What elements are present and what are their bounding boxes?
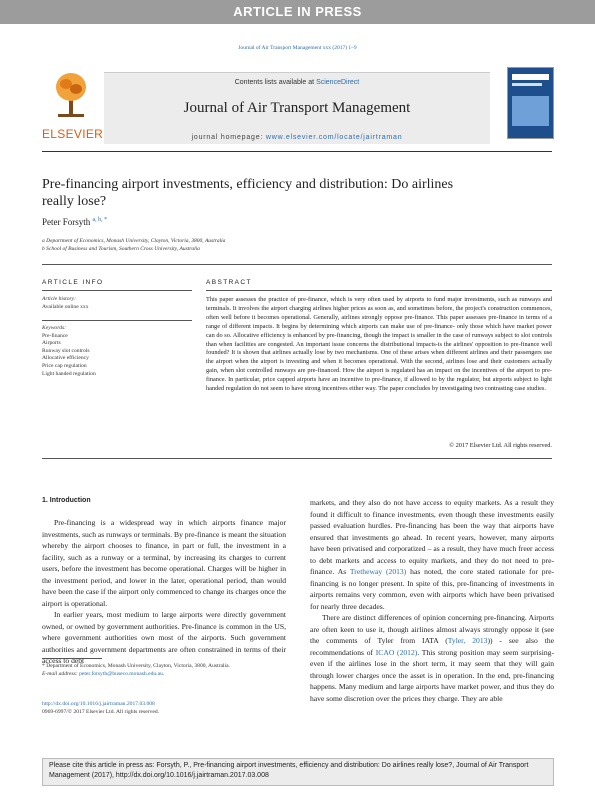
author-name: Peter Forsyth [42, 217, 91, 227]
journal-cover-image[interactable] [507, 67, 554, 139]
reference-link[interactable]: Tretheway (2013) [349, 567, 407, 576]
keywords-label: Keywords: [42, 325, 67, 331]
email-line: E-mail address: peter.forsyth@buseco.monash.edu.au. [42, 671, 165, 677]
abstract-copyright: © 2017 Elsevier Ltd. All rights reserved. [449, 442, 552, 449]
article-history [42, 296, 89, 311]
doi-link[interactable]: http://dx.doi.org/10.1016/j.jairtraman.2017.03.008 [42, 701, 155, 707]
affiliation-a: a Department of Economics, Monash University, Clayton, Victoria, 3800, Australia [42, 238, 226, 244]
homepage-prefix: journal homepage: [191, 134, 266, 141]
abstract-text: This paper assesses the practice of pre-finance, which is very often used by airports to fund major investments, such as runways and terminals. It involves the airport charging airlines higher prices as soon as, and sometimes before, the project's construction commences, often well before it becomes operational. Generally, airlines strongly oppose pre-finance. This paper assesses pre-finance in terms of a range of different impacts. It begins by determining which airports can make use of pre-finance- only those which have market power can do so. Allocative efficiency is enhanced by pre-financing, though the impact is smaller in the case of runways subject to slot controls than when facilities are congested. An important issue concerns the distributional impacts-is the airlines' opposition to pre-finance well founded? It is shown that airlines actually lose by two mechanisms. One of these arises when different airlines and their passengers use the airport when the airport is investing and when it becomes operational. With the second, airlines lose and their customers actually gain, when slot controlled runways are pre-financed. How the airport is regulated has an impact on the incentives of the airport to pre-finance. In particular, price capped airports have an incentive to pre-finance, if allowed to by the regulator, but airports subject to light handed regulation do not seem to have strong incentives either way. The paper concludes by investigating two contrasting case studies. [206, 296, 552, 393]
journal-homepage-line [104, 134, 490, 141]
journal-citation-line[interactable]: Journal of Air Transport Management xxx (2017) 1–9 [238, 45, 357, 51]
article-in-press-banner: ARTICLE IN PRESS [0, 0, 595, 24]
contents-prefix: Contents lists available at [234, 79, 317, 86]
contents-line [104, 79, 490, 86]
homepage-link[interactable]: www.elsevier.com/locate/jairtraman [265, 134, 403, 141]
paragraph: In earlier years, most medium to large airports were directly government owned, or owned by government authorities. Pre-finance is common in the US, where government authorities own most of the airports. Such government authorities and government departments are often constrained in terms of their access to debt [42, 610, 286, 665]
keyword: Pre-finance [42, 332, 68, 339]
author-affiliation-marks[interactable]: a, b, * [92, 217, 108, 223]
email-link[interactable]: peter.forsyth@buseco.monash.edu.au [79, 671, 163, 677]
left-column [42, 517, 286, 667]
right-column [310, 497, 554, 704]
footnote-rule [42, 658, 102, 659]
keyword: Light handed regulation [42, 370, 96, 377]
elsevier-tree-icon [54, 72, 88, 118]
doi-block [42, 700, 159, 716]
elsevier-logo[interactable] [42, 72, 104, 141]
journal-title-box [104, 72, 490, 144]
journal-title: Journal of Air Transport Management [183, 100, 411, 116]
keyword: Airports [42, 340, 61, 347]
reference-link[interactable]: Tyler, 2013 [447, 636, 488, 645]
sciencedirect-link[interactable]: ScienceDirect [316, 79, 360, 86]
paragraph: There are distinct differences of opinion concerning pre-financing. Airports are often keen to use it, though airlines almost always strongly oppose it (see the comments of Tyler from IATA (Tyler, 2013)) - see also the recommendations of ICAO (2012). This strong position may seem surprising-even if the airlines lose in the short term, it may seem that they will gain through lower charges once the asset is in operation. In the end, pre-financing happens. Many medium and large airports have market power, and thus they do have some discretion over the prices they charge. They are able [310, 613, 554, 703]
history-value: Available online xxx [42, 303, 89, 310]
history-label: Article history: [42, 296, 77, 302]
keyword: Price cap regulation [42, 362, 87, 369]
keyword: Runway slot controls [42, 347, 90, 354]
abstract-rule [206, 290, 552, 291]
header-rule [42, 151, 552, 152]
author-line [42, 217, 107, 227]
article-title: Pre-financing airport investments, efficiency and distribution: Do airlines really lose? [42, 177, 454, 209]
affiliation-b: b School of Business and Tourism, Southern Cross University, Australia [42, 246, 200, 252]
divider [42, 264, 552, 265]
footnote [42, 662, 286, 678]
article-info-heading: ARTICLE INFO [42, 279, 104, 286]
issn-line: 0969-6997/© 2017 Elsevier Ltd. All rights reserved. [42, 709, 160, 715]
section-heading: 1. Introduction [42, 497, 91, 504]
reference-link[interactable]: ICAO (2012) [375, 647, 418, 657]
abstract-heading: ABSTRACT [206, 279, 252, 286]
paragraph: markets, and they also do not have access to equity markets. As a result they found it difficult to finance investments, even though these investments easily passed evaluation hurdles. Pre-financing has been the way that airports have ensured that investments go ahead. In recent years, however, many airports have been privatised and corporatized – as a result, they have much freer access to debt markets and access to equity markets, and they do not need to pre-finance. As Tretheway (2013) has noted, the core stated rationale for pre-financing is no longer present. In spite of this, pre-financing of investments in airports remains very common, even with airports which have been privatised for nearly three decades. [310, 498, 555, 611]
elsevier-wordmark: ELSEVIER [42, 127, 104, 141]
journal-header [42, 67, 552, 145]
corresponding-author-note: * Department of Economics, Monash University, Clayton, Victoria, 3800, Australia. [42, 663, 230, 669]
history-rule [42, 320, 192, 321]
keyword: Allocative efficiency [42, 355, 89, 362]
paragraph: Pre-financing is a widespread way in which airports finance major investments, such as runways or terminals. By pre-finance is meant the situation whereby the airport chooses to finance, in part or full, the investment in a facility, such as a runway or a terminal, by increasing its charges to current users, before the investment has become operational. Charges will be higher in the investment period, and lower in the later, operational period, than would have been the case if the airport only commenced to change its charges once the airport is operational. [42, 518, 286, 608]
abstract-bottom-rule [42, 458, 552, 459]
cite-this-article-box: Please cite this article in press as: Forsyth, P., Pre-financing airport investments, efficiency and distribution: Do airlines really lose?, Journal of Air Transport Management (2017), http://dx.doi.org/10.1016/j.jairtraman.2017.03.008 [42, 758, 554, 786]
article-info-rule [42, 290, 192, 291]
keywords-block [42, 325, 96, 378]
